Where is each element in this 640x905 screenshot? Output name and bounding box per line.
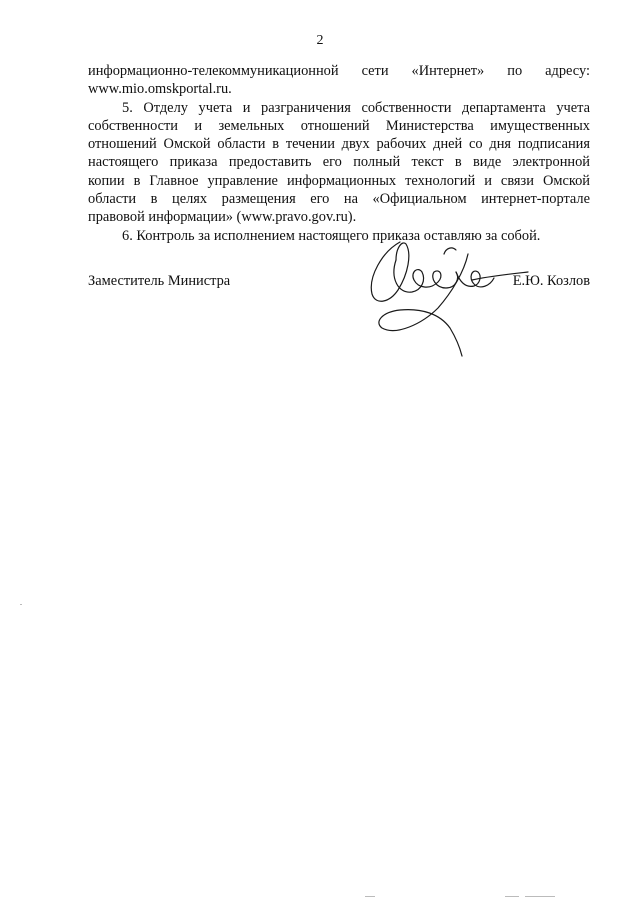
text-line: www.mio.omskportal.ru. xyxy=(88,81,232,98)
text-line: 5. Отделу учета и разграничения собственности департамента учета xyxy=(122,99,590,116)
text-line: области в целях размещения его на «Официальном интернет-портале xyxy=(88,191,590,208)
page-number: 2 xyxy=(316,33,324,48)
paragraph-5 xyxy=(88,99,590,227)
handwritten-signature xyxy=(360,232,530,362)
scan-speck xyxy=(20,604,22,605)
scan-speck xyxy=(365,896,375,897)
position-title: Заместитель Министра xyxy=(88,273,231,289)
text-line: отношений Омской области в течении двух рабочих дней со дня подписания xyxy=(88,136,590,153)
scan-speck xyxy=(525,896,555,897)
text-line: правовой информации» (www.pravo.gov.ru). xyxy=(88,209,357,226)
text-line: информационно-телекоммуникационной сети «Интернет» по адресу: xyxy=(88,63,590,79)
text-line: 6. Контроль за исполнением настоящего приказа оставляю за собой. xyxy=(122,227,541,244)
text-line: копии в Главное управление информационных технологий и связи Омской xyxy=(88,172,590,189)
text-line: собственности и земельных отношений Министерства имущественных xyxy=(88,117,590,134)
paragraph-4-continuation xyxy=(88,62,590,99)
signatory-name: Е.Ю. Козлов xyxy=(512,273,590,289)
text-line: настоящего приказа предоставить его полный текст в виде электронной xyxy=(88,154,590,171)
document-body xyxy=(88,62,590,245)
signature-row xyxy=(88,272,590,292)
scan-speck xyxy=(505,896,519,897)
